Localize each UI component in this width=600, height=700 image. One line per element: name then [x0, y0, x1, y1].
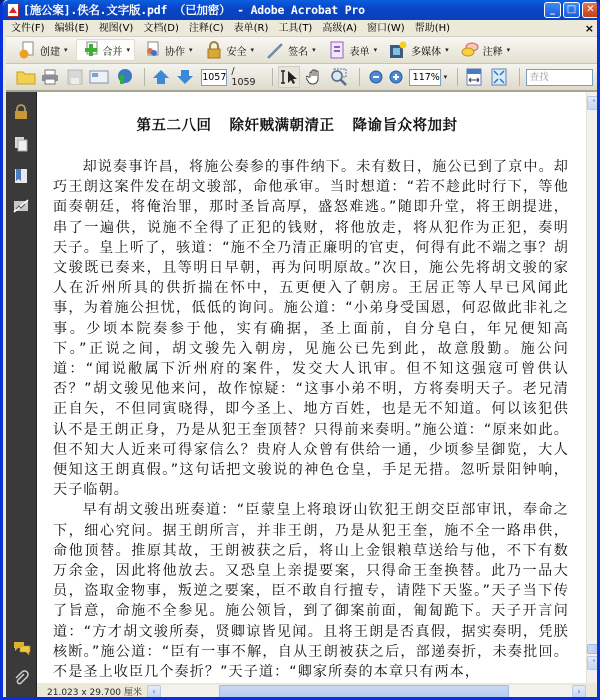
sign-button[interactable]	[262, 39, 320, 61]
page-size-indicator: 21.023 x 29.700 厘米	[47, 688, 142, 698]
pdf-app-icon	[7, 3, 19, 17]
hand-tool-button[interactable]	[304, 66, 324, 88]
multimedia-label: 多媒体	[411, 46, 442, 58]
pages-icon[interactable]	[13, 136, 29, 152]
forms-label: 表单	[349, 46, 370, 58]
attachments-icon[interactable]	[13, 670, 29, 686]
secure-button[interactable]	[201, 39, 259, 61]
page-count: / 1059	[231, 66, 256, 88]
create-icon	[18, 41, 36, 59]
save-icon	[67, 69, 83, 85]
zoom-out-icon	[369, 70, 383, 84]
chapter-heading-part-1: 除奸贼满朝清正	[229, 118, 335, 134]
form-icon	[328, 41, 346, 59]
menu-window[interactable]: 窗口(W)	[367, 22, 405, 34]
create-button[interactable]	[14, 39, 72, 61]
fit-page-button[interactable]	[488, 66, 508, 88]
save-button[interactable]	[65, 66, 85, 88]
chapter-heading-part-2: 降谕旨众将加封	[352, 118, 458, 134]
title-bar[interactable]	[3, 0, 600, 20]
email-button[interactable]	[89, 66, 109, 88]
menu-file[interactable]: 文件(F)	[11, 22, 45, 34]
vertical-scrollbar[interactable]	[586, 92, 600, 683]
menu-document[interactable]: 文档(D)	[143, 22, 179, 34]
fit-width-icon	[466, 68, 482, 86]
chevron-down-icon: ▾	[189, 46, 193, 54]
printer-icon	[41, 69, 59, 85]
pen-icon	[266, 41, 284, 59]
collaborate-label: 协作	[165, 46, 186, 58]
print-button[interactable]	[40, 66, 60, 88]
zoom-level-input[interactable]: 117%	[409, 69, 441, 86]
security-lock-icon[interactable]	[13, 104, 29, 120]
toolbar-separator	[457, 68, 458, 86]
comment-button[interactable]	[457, 39, 515, 61]
menu-bar	[6, 20, 600, 37]
window-title: [施公案].佚名.文字版.pdf （已加密） - Adobe Acrobat Pro	[23, 3, 365, 17]
previous-page-button[interactable]	[151, 66, 171, 88]
navigation-toolbar	[6, 64, 600, 92]
toolbar-separator	[144, 68, 145, 86]
combine-label: 合并	[102, 46, 123, 58]
document-page-view[interactable]	[37, 92, 586, 683]
scroll-up-button[interactable]: ˄	[587, 96, 600, 110]
multimedia-button[interactable]	[385, 39, 453, 61]
close-button[interactable]: ✕	[582, 2, 599, 18]
maximize-button[interactable]: □	[563, 2, 580, 18]
tasks-toolbar	[6, 37, 600, 64]
vertical-scroll-thumb[interactable]	[587, 644, 600, 654]
chevron-down-icon: ▾	[312, 46, 316, 54]
arrow-down-icon	[176, 69, 194, 85]
comment-icon	[461, 41, 479, 59]
zoom-in-icon	[389, 70, 403, 84]
horizontal-scroll-thumb[interactable]	[219, 685, 509, 699]
horizontal-scrollbar[interactable]	[147, 685, 586, 699]
sign-label: 签名	[288, 46, 309, 58]
forms-button[interactable]	[324, 39, 382, 61]
page-number-input[interactable]: 1057	[201, 69, 227, 86]
create-label: 创建	[40, 46, 60, 58]
toolbar-separator	[519, 68, 520, 86]
bookmarks-icon[interactable]	[13, 168, 29, 184]
chevron-down-icon: ▾	[506, 46, 511, 54]
signatures-icon[interactable]	[13, 198, 29, 214]
scroll-down-button[interactable]: ˅	[587, 656, 600, 670]
comments-icon[interactable]	[13, 640, 31, 656]
chevron-down-icon: ▾	[126, 46, 131, 54]
scroll-left-button[interactable]: ‹	[147, 685, 161, 699]
menu-help[interactable]: 帮助(H)	[414, 22, 451, 34]
secure-label: 安全	[226, 46, 247, 58]
menu-tools[interactable]: 工具(T)	[278, 22, 313, 34]
fit-width-button[interactable]	[464, 66, 484, 88]
zoom-out-button[interactable]	[366, 66, 386, 88]
magnifier-icon	[329, 68, 349, 86]
menu-edit[interactable]: 编辑(E)	[54, 22, 89, 34]
zoom-dropdown-icon[interactable]: ▾	[443, 73, 448, 81]
menu-view[interactable]: 视图(V)	[98, 22, 134, 34]
status-bar	[37, 683, 600, 700]
menu-forms[interactable]: 表单(R)	[233, 22, 269, 34]
multimedia-icon	[389, 41, 407, 59]
chevron-down-icon: ▾	[64, 46, 68, 54]
find-input[interactable]: 查找	[526, 69, 593, 86]
find-dropdown-icon[interactable]: ▾	[596, 73, 600, 81]
chevron-down-icon: ▾	[373, 46, 378, 54]
collaborate-button[interactable]	[139, 39, 197, 61]
document-body	[53, 157, 569, 682]
hand-icon	[306, 68, 324, 86]
close-document-button[interactable]: ×	[584, 22, 594, 35]
chevron-down-icon: ▾	[445, 46, 449, 54]
paragraph: 却说奏事许昌，将施公奏参的事件纳下。未有数日，施公已到了京中。却巧王朗这案件发在胡文骏部，命他承审。当时想道：“若不趁此时行下，等他面奏朝廷，将俺治罪，那时圣旨高厚，盛怒难逃。”随即升堂，将王朗提进，串了一遍供，说施不全得了正犯的钱财，将他放走，将从犯作为正犯，奏明天子。皇上听了，骇道：“施不全乃清正廉明的官吏，何得有此不端之事？胡文骏既已奏来，且等明日早朝，再为问明原故。”次日，施公先将胡文骏的家人在沂州所具的供折揣在怀中，五更便入了朝房。王居正等人早已风闻此事，为着施公担忧，低低的询问。施公道：“小弟身受国恩，何忍做此非礼之事。少顷本院奏参于他，实有确据，圣上面前，自分皂白，年兄便知高下。”正说之间，胡文骏先入朝房，见施公已先到此，故意殷勤。施公问道：“闻说敝属下沂州府的案件，发交大人讯审。但不知这强寇可曾供认否？”胡文骏见他来问，故作惊疑：“这事小弟不明，方将奏明天子。老兄清正自矢，不但同寅晓得，即今圣上、地方百姓，也是无不知道。何以该犯供认不是王朗正身，乃是从犯王奎顶替？只得前来奏明。”施公道：“原来如此。但不知大人近来可得家信么？贵府人众曾有供给一通，少顷参呈御览，大人便知这王朗真假。”这句话把文骏说的神色仓皇，手足无措。忽听景阳钟响，天子临朝。	[53, 159, 569, 499]
chapter-title	[37, 114, 557, 135]
lock-icon	[205, 41, 223, 59]
toolbar-separator	[272, 68, 273, 86]
select-tool-button[interactable]	[278, 66, 300, 88]
chapter-number: 第五二八回	[136, 118, 212, 134]
fit-page-icon	[491, 68, 507, 86]
marquee-zoom-button[interactable]	[329, 66, 349, 88]
collaborate-icon	[143, 41, 161, 59]
zoom-in-button[interactable]	[386, 66, 406, 88]
next-page-button[interactable]	[175, 66, 195, 88]
text-cursor-arrow-icon	[279, 69, 299, 85]
navigation-panel	[6, 92, 37, 700]
upload-web-button[interactable]	[113, 66, 133, 88]
scroll-right-button[interactable]: ›	[572, 685, 586, 699]
chevron-down-icon: ▾	[250, 46, 255, 54]
open-button[interactable]	[16, 66, 36, 88]
combine-icon	[81, 41, 99, 59]
menu-comments[interactable]: 注释(C)	[188, 22, 224, 34]
combine-button[interactable]	[76, 39, 136, 61]
arrow-up-icon	[152, 69, 170, 85]
menu-advanced[interactable]: 高级(A)	[322, 22, 357, 34]
comment-label: 注释	[482, 46, 503, 58]
globe-upload-icon	[113, 68, 133, 86]
minimize-button[interactable]: _	[544, 2, 561, 18]
envelope-icon	[89, 69, 109, 85]
toolbar-separator	[359, 68, 360, 86]
folder-icon	[16, 69, 36, 85]
paragraph: 早有胡文骏出班奏道：“臣蒙皇上将琅讶山钦犯王朗交臣部审讯，奉命之下，细心究问。据王朗所言，并非王朗，乃是从犯王奎，施不全一路串供，命他顶替。推原其故，王朗被获之后，将山上金银粮草送给与他，不下有数万余金，因此将他放去。又恐皇上亲提要案，只得命王奎换替。此乃一品大员，盗取金物事，叛逆之要案，臣不敢自行擅专，请陛下天鉴。”天子当下传了旨意，命施不全参见。施公领旨，到了御案前面，匍匐跪下。天子开言问道：“方才胡文骏所奏，贤卿谅皆见闻。且将王朗是否真假，据实奏明，凭朕核断。”施公道：“臣有一事不解，自从王朗被获之后，部递奏折，未奏批回。不是圣上收臣几个奏折？”天子道：“卿家所奏的本章只有两本，	[53, 502, 569, 681]
